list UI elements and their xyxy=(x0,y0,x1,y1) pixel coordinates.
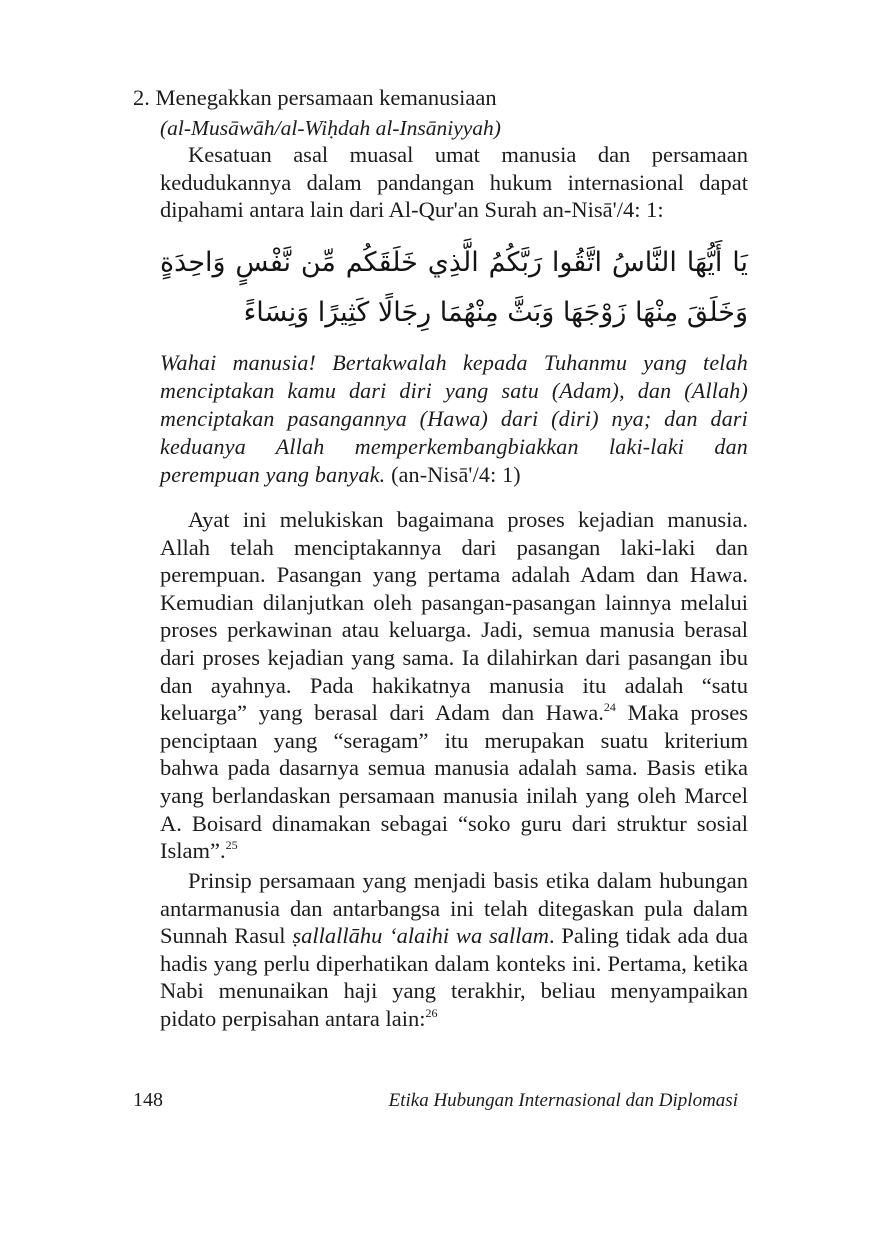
paragraph-1-text-b: Maka proses penciptaan yang “seragam” itu merupakan suatu kriterium bahwa pada dasarnya semua manusia adalah sama. Basis etika yang berlandaskan persamaan manusia inilah yang oleh Marcel A. Boisard dinamakan sebagai “soko guru dari struktur sosial Islam”. xyxy=(160,700,748,864)
verse-translation xyxy=(160,349,748,489)
section-heading: 2. Menegakkan persamaan kemanusiaan xyxy=(133,85,497,110)
section-subheading: (al-Musāwāh/al-Wiḥdah al-Insāniyyah) xyxy=(160,116,501,140)
running-footer-title: Etika Hubungan Internasional dan Diplomasi xyxy=(388,1090,738,1111)
body-paragraph-1 xyxy=(160,506,748,865)
paragraph-2-text-b: . Paling tidak ada dua hadis yang perlu diperhatikan dalam konteks ini. Pertama, ketika Nabi menunaikan haji yang terakhir, beliau menyampaikan pidato perpisahan antara lain: xyxy=(160,923,748,1031)
paragraph-2-text-a: Prinsip persamaan yang menjadi basis etika dalam hubungan antarmanusia dan antarbangsa ini telah ditegaskan pula dalam Sunnah Rasul xyxy=(160,868,748,949)
footnote-ref-25: 25 xyxy=(225,838,238,853)
quran-verse-arabic: يَا أَيُّهَا النَّاسُ اتَّقُوا رَبَّكُمُ الَّذِي خَلَقَكُم مِّن نَّفْسٍ وَاحِدَةٍ وَخَلَقَ مِنْهَا زَوْجَهَا وَبَثَّ مِنْهُمَا رِجَالًا كَثِيرًا وَنِسَاءً xyxy=(160,247,748,328)
paragraph-1-text-a: Ayat ini melukiskan bagaimana proses kejadian manusia. Allah telah menciptakannya dari pasangan laki-laki dan perempuan. Pasangan yang pertama adalah Adam dan Hawa. Kemudian dilanjutkan oleh pasangan-pasangan lainnya melalui proses perkawinan atau keluarga. Jadi, semua manusia berasal dari proses kejadian yang sama. Ia dilahirkan dari pasangan ibu dan ayahnya. Pada hakikatnya manusia itu adalah “satu keluarga” yang berasal dari Adam dan Hawa. xyxy=(160,507,748,726)
verse-reference: (an-Nisā'/4: 1) xyxy=(391,462,521,487)
translation-text: Wahai manusia! Bertakwalah kepada Tuhanmu yang telah menciptakan kamu dari diri yang satu (Adam), dan (Allah) menciptakan pasangannya (Hawa) dari (diri) nya; dan dari keduanya Allah memperkembangbiakkan laki-laki dan perempuan yang banyak. xyxy=(160,350,748,487)
intro-paragraph: Kesatuan asal muasal umat manusia dan persamaan kedudukannya dalam pandangan hukum internasional dapat dipahami antara lain dari Al-Qur'an Surah an-Nisā'/4: 1: xyxy=(160,142,748,223)
footnote-ref-24: 24 xyxy=(603,700,616,715)
honorific: ṣallallāhu ‘alaihi wa sallam xyxy=(292,923,549,949)
page-number: 148 xyxy=(133,1089,163,1111)
body-paragraph-2 xyxy=(160,867,748,1033)
footnote-ref-26: 26 xyxy=(425,1005,438,1020)
